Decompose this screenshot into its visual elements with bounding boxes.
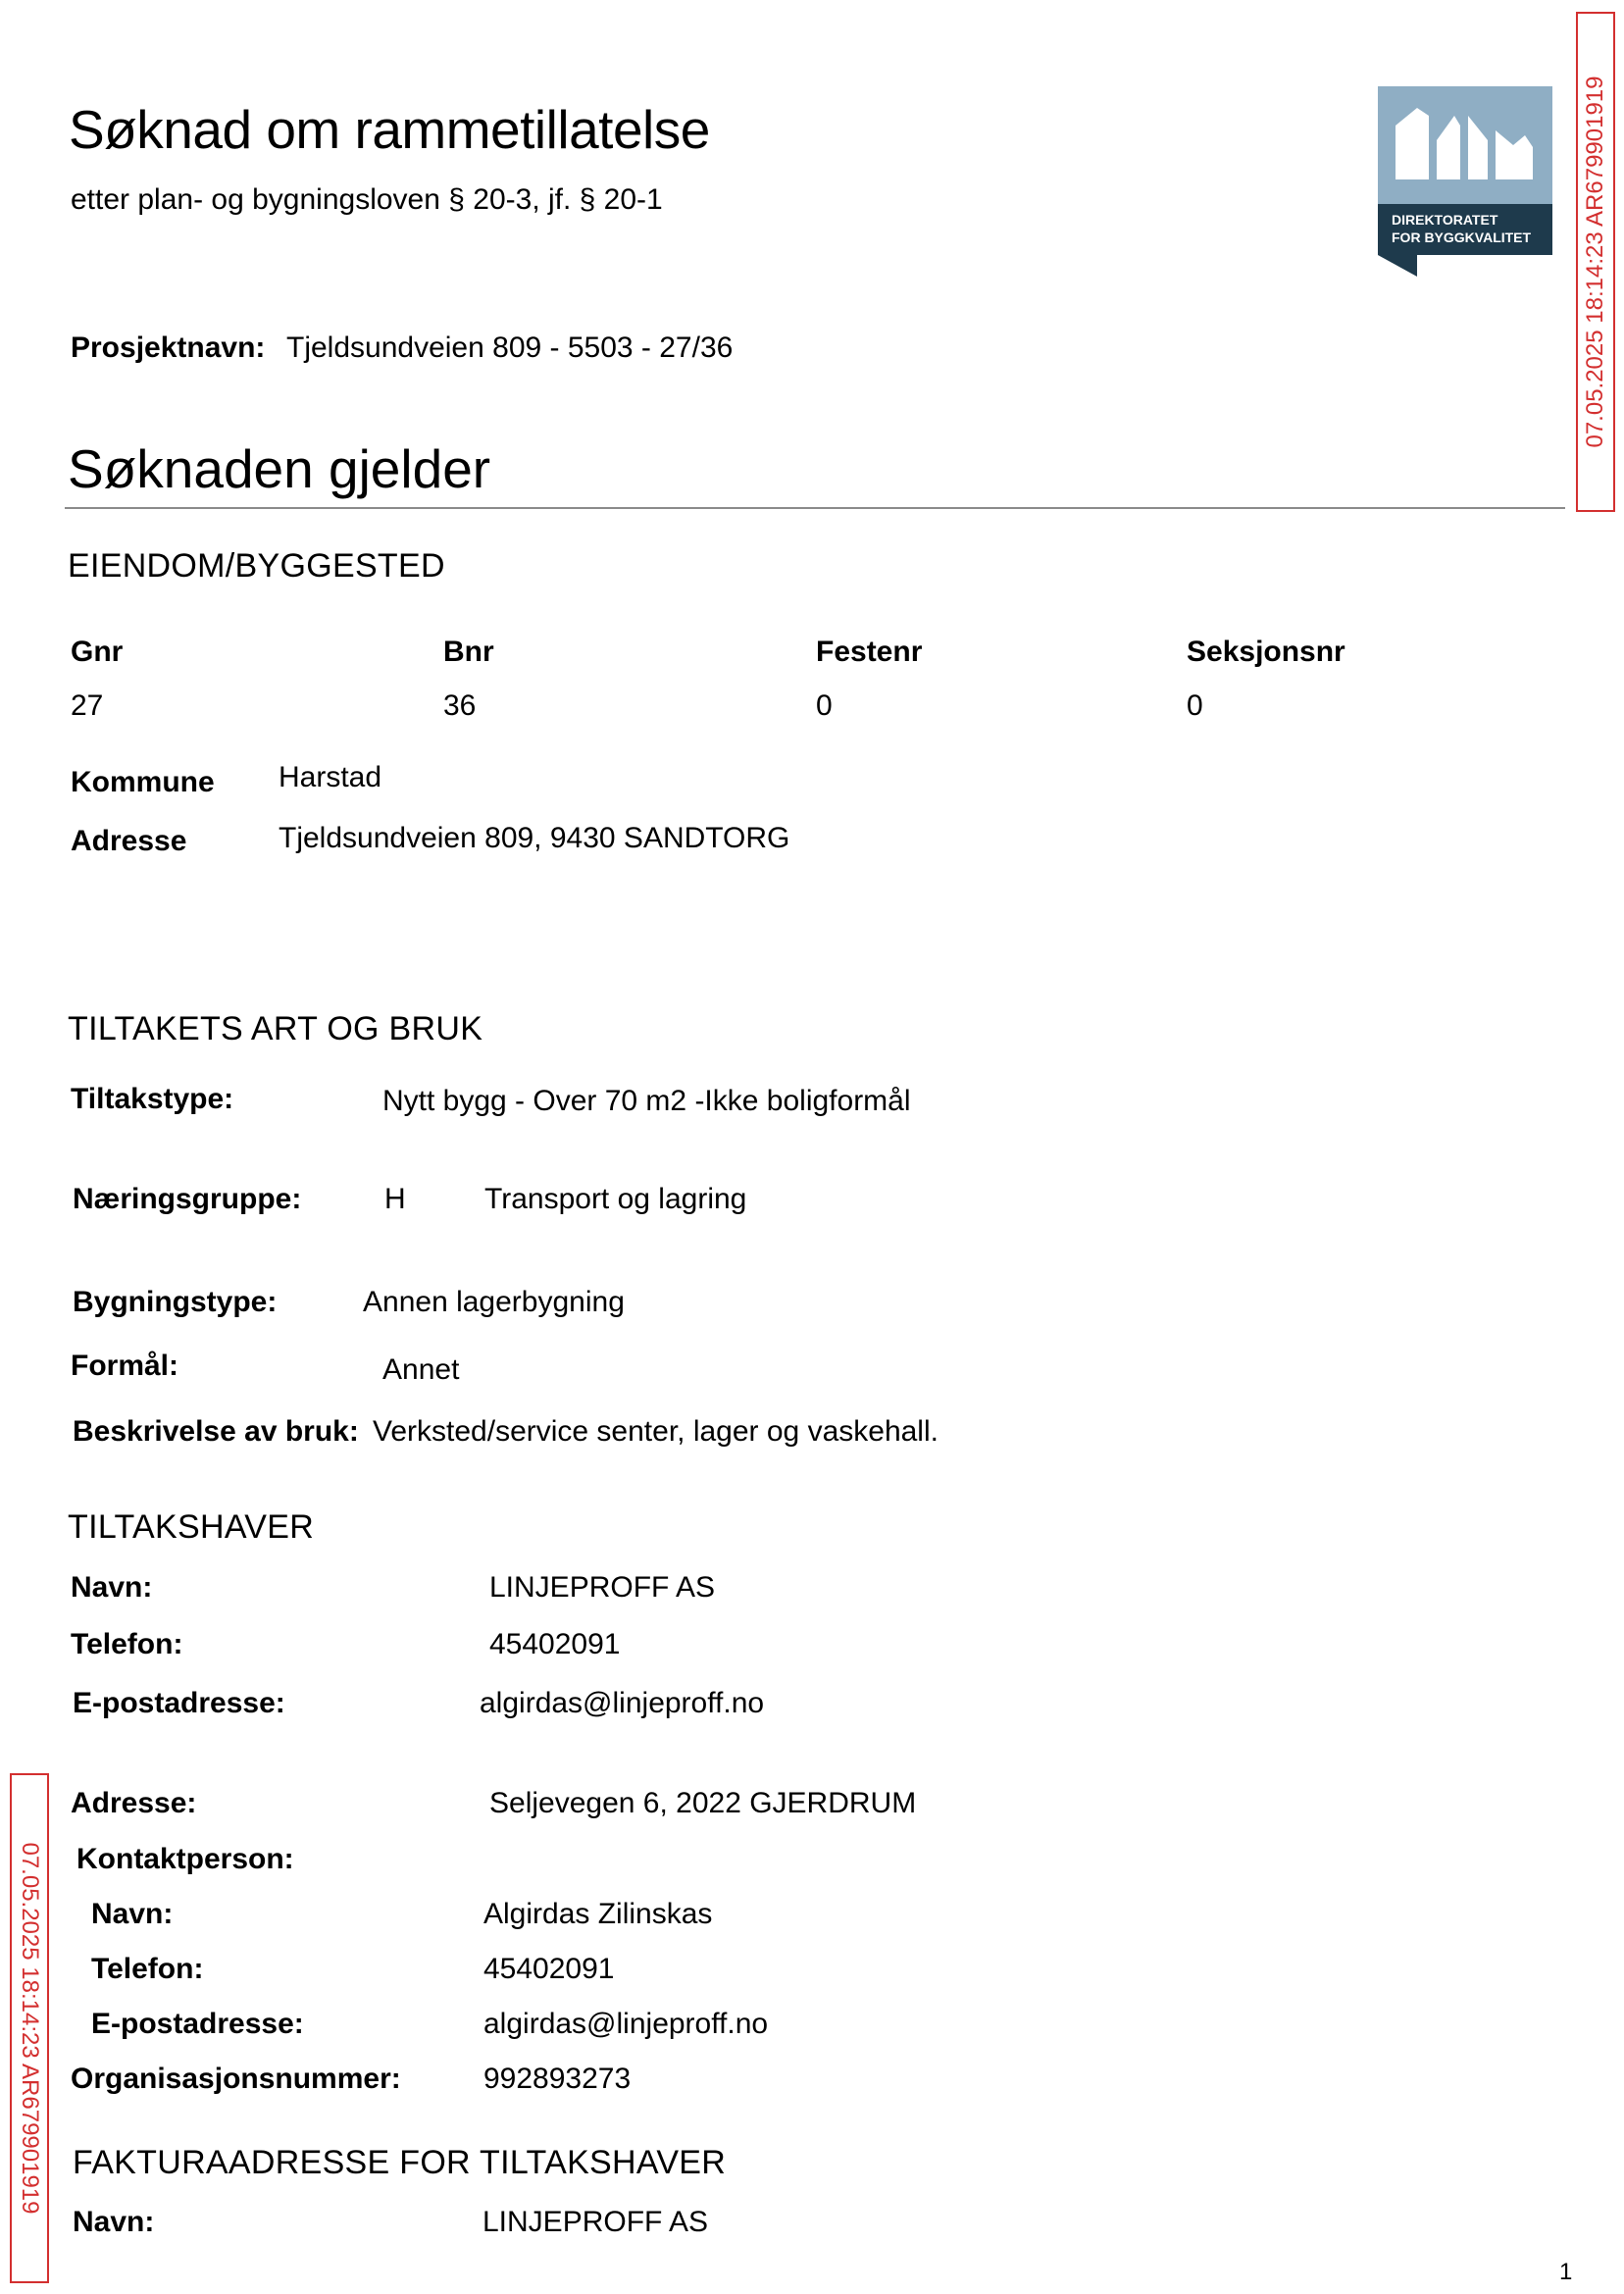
svg-text:FOR BYGGKVALITET: FOR BYGGKVALITET (1392, 229, 1532, 245)
seksjonsnr-value: 0 (1187, 689, 1203, 722)
festenr-value: 0 (816, 689, 833, 722)
gnr-label: Gnr (71, 636, 124, 668)
tiltakshaver-navn-label: Navn: (71, 1571, 153, 1604)
tiltakshaver-adresse-label: Adresse: (71, 1787, 197, 1819)
tiltakshaver-navn-value: LINJEPROFF AS (489, 1571, 716, 1604)
kontakt-navn-label: Navn: (91, 1898, 174, 1930)
tiltakshaver-telefon-value: 45402091 (489, 1628, 621, 1660)
festenr-label: Festenr (816, 636, 923, 668)
kontakt-navn-value: Algirdas Zilinskas (483, 1898, 713, 1930)
formal-label: Formål: (71, 1350, 179, 1382)
beskrivelse-value: Verksted/service senter, lager og vaskehall. (373, 1415, 939, 1448)
naeringsgruppe-code: H (384, 1183, 406, 1215)
kontaktperson-label: Kontaktperson: (76, 1843, 294, 1875)
tiltakshaver-epost-label: E-postadresse: (73, 1687, 285, 1719)
document-subtitle: etter plan- og bygningsloven § 20-3, jf. § 20-1 (71, 183, 663, 216)
adresse-label: Adresse (71, 825, 187, 857)
kommune-value: Harstad (279, 761, 382, 793)
timestamp-stamp-side (10, 1773, 49, 2283)
kontakt-telefon-value: 45402091 (483, 1953, 615, 1985)
project-value: Tjeldsundveien 809 - 5503 - 27/36 (286, 331, 734, 364)
dibk-logo (1378, 86, 1552, 277)
section-heading-tiltakshaver: TILTAKSHAVER (68, 1508, 315, 1546)
naeringsgruppe-label: Næringsgruppe: (73, 1183, 302, 1215)
kontakt-telefon-label: Telefon: (91, 1953, 204, 1985)
timestamp-stamp-top (1576, 12, 1615, 512)
adresse-value: Tjeldsundveien 809, 9430 SANDTORG (279, 822, 790, 854)
faktura-navn-label: Navn: (73, 2206, 155, 2238)
project-label: Prosjektnavn: (71, 331, 266, 364)
tiltakstype-label: Tiltakstype: (71, 1083, 234, 1115)
section-heading-tiltak: TILTAKETS ART OG BRUK (68, 1010, 483, 1047)
tiltakshaver-adresse-value: Seljevegen 6, 2022 GJERDRUM (489, 1787, 917, 1819)
main-heading: Søknaden gjelder (68, 438, 491, 499)
beskrivelse-label: Beskrivelse av bruk: (73, 1415, 359, 1448)
bnr-value: 36 (443, 689, 477, 722)
tiltakshaver-telefon-label: Telefon: (71, 1628, 183, 1660)
bnr-label: Bnr (443, 636, 494, 668)
tiltakshaver-epost-value: algirdas@linjeproff.no (480, 1687, 765, 1719)
kommune-label: Kommune (71, 766, 215, 798)
orgnr-label: Organisasjonsnummer: (71, 2063, 401, 2095)
kontakt-epost-label: E-postadresse: (91, 2008, 304, 2040)
page-number: 1 (1559, 2259, 1573, 2285)
stamp-text: 07.05.2025 18:14:23 AR679901919 (1582, 76, 1608, 448)
document-title: Søknad om rammetillatelse (69, 99, 710, 160)
section-heading-eiendom: EIENDOM/BYGGESTED (68, 547, 445, 585)
gnr-value: 27 (71, 689, 104, 722)
bygningstype-label: Bygningstype: (73, 1286, 278, 1318)
stamp-text: 07.05.2025 18:14:23 AR679901919 (17, 1842, 43, 2215)
bygningstype-value: Annen lagerbygning (363, 1286, 625, 1318)
formal-value: Annet (382, 1353, 460, 1386)
seksjonsnr-label: Seksjonsnr (1187, 636, 1345, 668)
naeringsgruppe-value: Transport og lagring (484, 1183, 747, 1215)
kontakt-epost-value: algirdas@linjeproff.no (483, 2008, 769, 2040)
svg-text:DIREKTORATET: DIREKTORATET (1392, 212, 1498, 228)
faktura-navn-value: LINJEPROFF AS (482, 2206, 709, 2238)
section-heading-faktura: FAKTURAADRESSE FOR TILTAKSHAVER (73, 2144, 727, 2181)
orgnr-value: 992893273 (483, 2063, 632, 2095)
tiltakstype-value: Nytt bygg - Over 70 m2 -Ikke boligformål (382, 1085, 911, 1117)
heading-divider (65, 507, 1565, 509)
